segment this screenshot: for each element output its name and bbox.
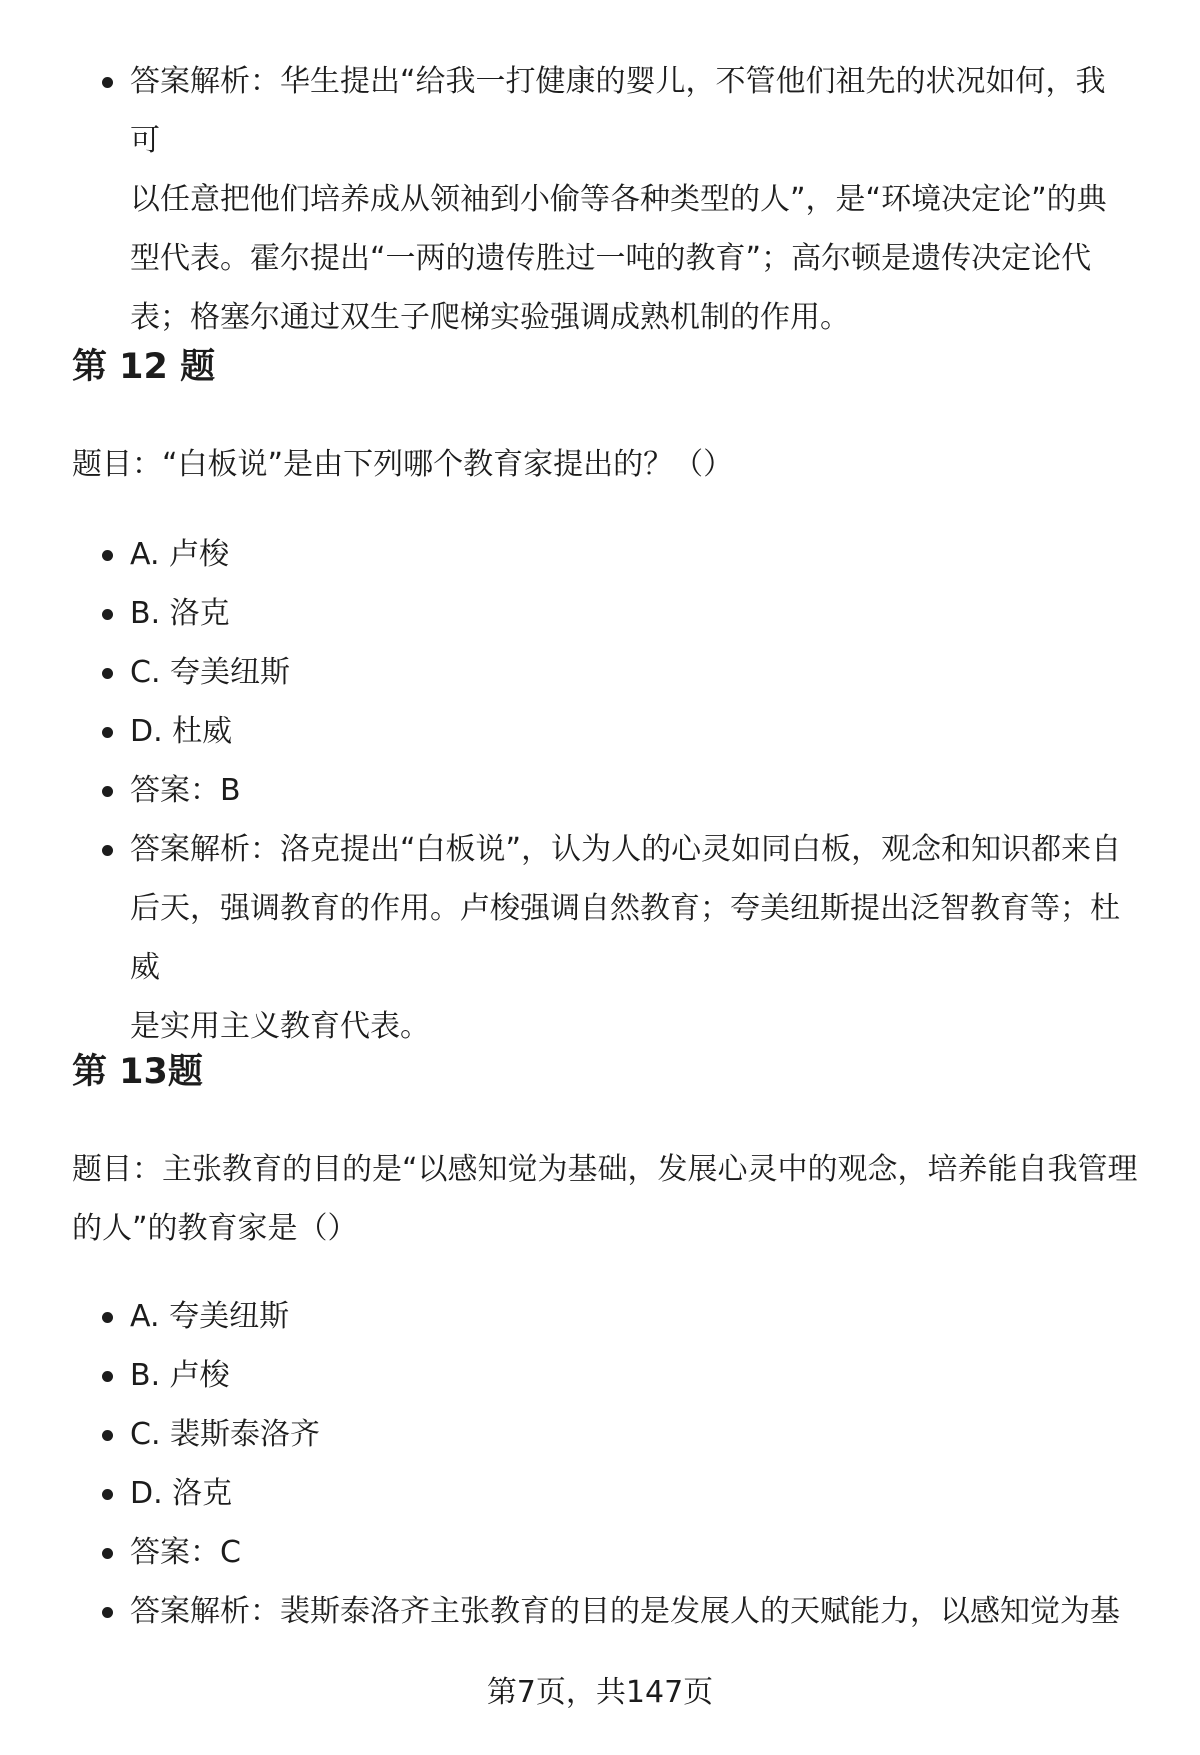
q13-option-d: D. 洛克 xyxy=(130,1464,1130,1523)
q12-answer-analysis xyxy=(130,820,1130,1056)
analysis-line: 后天，强调教育的作用。卢梭强调自然教育；夸美纽斯提出泛智教育等；杜威 xyxy=(130,891,1120,985)
analysis-line: 答案解析：裴斯泰洛齐主张教育的目的是发展人的天赋能力，以感知觉为基 xyxy=(130,1594,1120,1629)
analysis-line: 以任意把他们培养成从领袖到小偷等各种类型的人”，是“环境决定论”的典 xyxy=(130,182,1107,217)
page-footer: 第7页，共147页 xyxy=(486,1675,714,1710)
q12-option-d: D. 杜威 xyxy=(130,702,1130,761)
q13-option-b: B. 卢梭 xyxy=(130,1346,1130,1405)
question-12-title: 第 12 题 xyxy=(72,347,216,387)
question-line: 的人”的教育家是（） xyxy=(72,1211,358,1246)
analysis-line: 答案解析：洛克提出“白板说”，认为人的心灵如同白板，观念和知识都来自 xyxy=(130,832,1122,867)
q12-option-a: A. 卢梭 xyxy=(130,525,1130,584)
question-13-text xyxy=(72,1140,1152,1258)
q12-option-b: B. 洛克 xyxy=(130,584,1130,643)
analysis-line: 表；格塞尔通过双生子爬梯实验强调成熟机制的作用。 xyxy=(130,300,850,335)
q12-option-c: C. 夸美纽斯 xyxy=(130,643,1130,702)
q13-answer: 答案：C xyxy=(130,1523,1130,1582)
analysis-line: 型代表。霍尔提出“一两的遗传胜过一吨的教育”；高尔顿是遗传决定论代 xyxy=(130,241,1092,276)
q12-answer: 答案：B xyxy=(130,761,1130,820)
analysis-line: 答案解析：华生提出“给我一打健康的婴儿，不管他们祖先的状况如何，我可 xyxy=(130,64,1106,158)
analysis-line: 是实用主义教育代表。 xyxy=(130,1009,430,1044)
q13-answer-analysis xyxy=(130,1582,1130,1641)
q13-option-c: C. 裴斯泰洛齐 xyxy=(130,1405,1130,1464)
question-13-title: 第 13题 xyxy=(72,1052,203,1092)
question-line: 题目：主张教育的目的是“以感知觉为基础，发展心灵中的观念，培养能自我管理 xyxy=(72,1152,1138,1187)
question-12-text: 题目：“白板说”是由下列哪个教育家提出的？（） xyxy=(72,447,734,482)
q13-option-a: A. 夸美纽斯 xyxy=(130,1287,1130,1346)
prev-answer-analysis xyxy=(130,52,1130,347)
